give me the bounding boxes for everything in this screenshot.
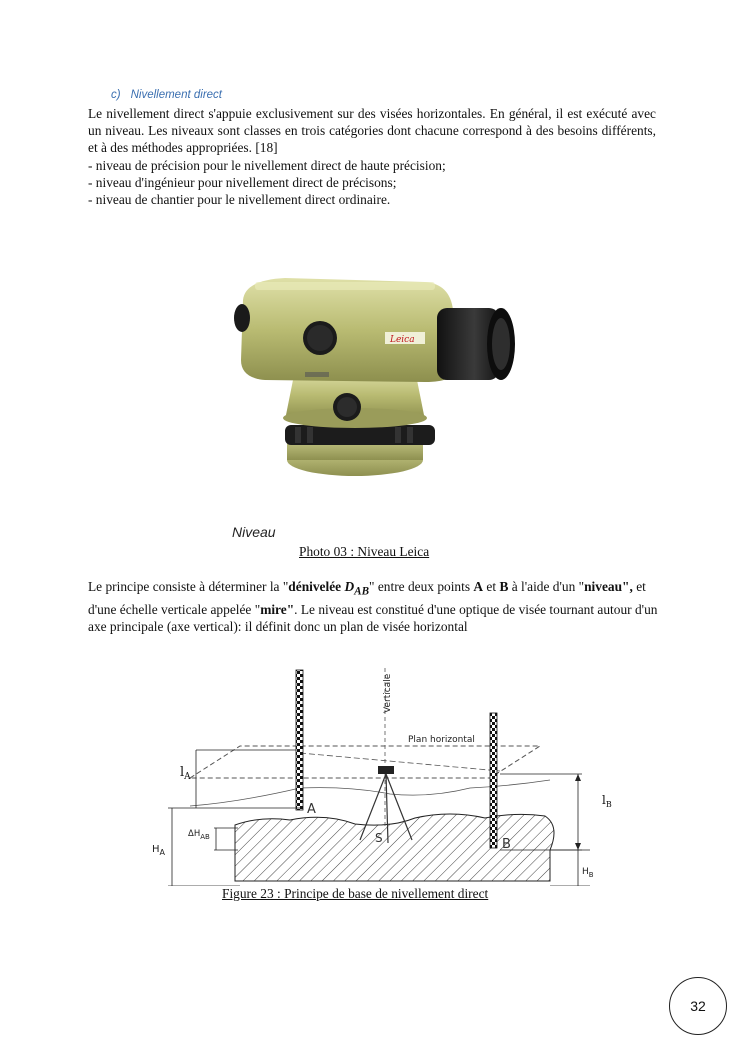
levelling-principle-diagram xyxy=(150,668,620,886)
label-delta-hab: $\Delta H_{AB}$ xyxy=(188,829,210,841)
label-plan: Plan horizontal xyxy=(408,735,475,745)
label-point-b: B xyxy=(502,837,511,852)
photo-label: Niveau xyxy=(232,524,276,540)
bullet-item: - niveau d'ingénieur pour nivellement direct de précisons; xyxy=(88,175,397,190)
label-ha: $H_A$ xyxy=(152,844,166,857)
label-vertical: Verticale xyxy=(383,673,393,713)
brand-logo-text: Leica xyxy=(390,335,415,345)
section-heading xyxy=(111,89,222,101)
photo-caption: Photo 03 : Niveau Leica xyxy=(299,544,430,559)
label-point-a: A xyxy=(307,802,316,817)
figure-caption: Figure 23 : Principe de base de nivellement direct xyxy=(222,886,489,901)
section-number: c) xyxy=(111,89,121,101)
label-la: $l_A$ xyxy=(180,765,191,782)
principle-paragraph: Le principe consiste à déterminer la "dénivelée $D_{AB}$" entre deux points A et B à l'aide d'un "niveau", et d'une échelle verticale appelée "mire". Le niveau est constitué d'une optique de visée tournant autour d'un axe principale (axe vertical): il définit donc un plan de visée horizontal xyxy=(88,579,658,635)
section-title: Nivellement direct xyxy=(130,89,222,101)
label-hb: $H_B$ xyxy=(582,867,594,879)
bullet-item: - niveau de chantier pour le nivellement direct ordinaire. xyxy=(88,192,391,207)
intro-paragraph: Le nivellement direct s'appuie exclusivement sur des visées horizontales. En général, il est exécuté avec un niveau. Les niveaux sont classes en trois catégories dont chacune correspond à des besoins différents, et à des méthodes appropriées. [18] xyxy=(88,106,656,156)
bullet-item: - niveau de précision pour le nivellement direct de haute précision; xyxy=(88,158,446,173)
label-station: S xyxy=(375,831,383,845)
page-number: 32 xyxy=(690,998,706,1014)
leica-level-photo xyxy=(225,270,525,490)
page-number-badge xyxy=(669,977,727,1035)
label-lb: $l_B$ xyxy=(602,793,612,809)
